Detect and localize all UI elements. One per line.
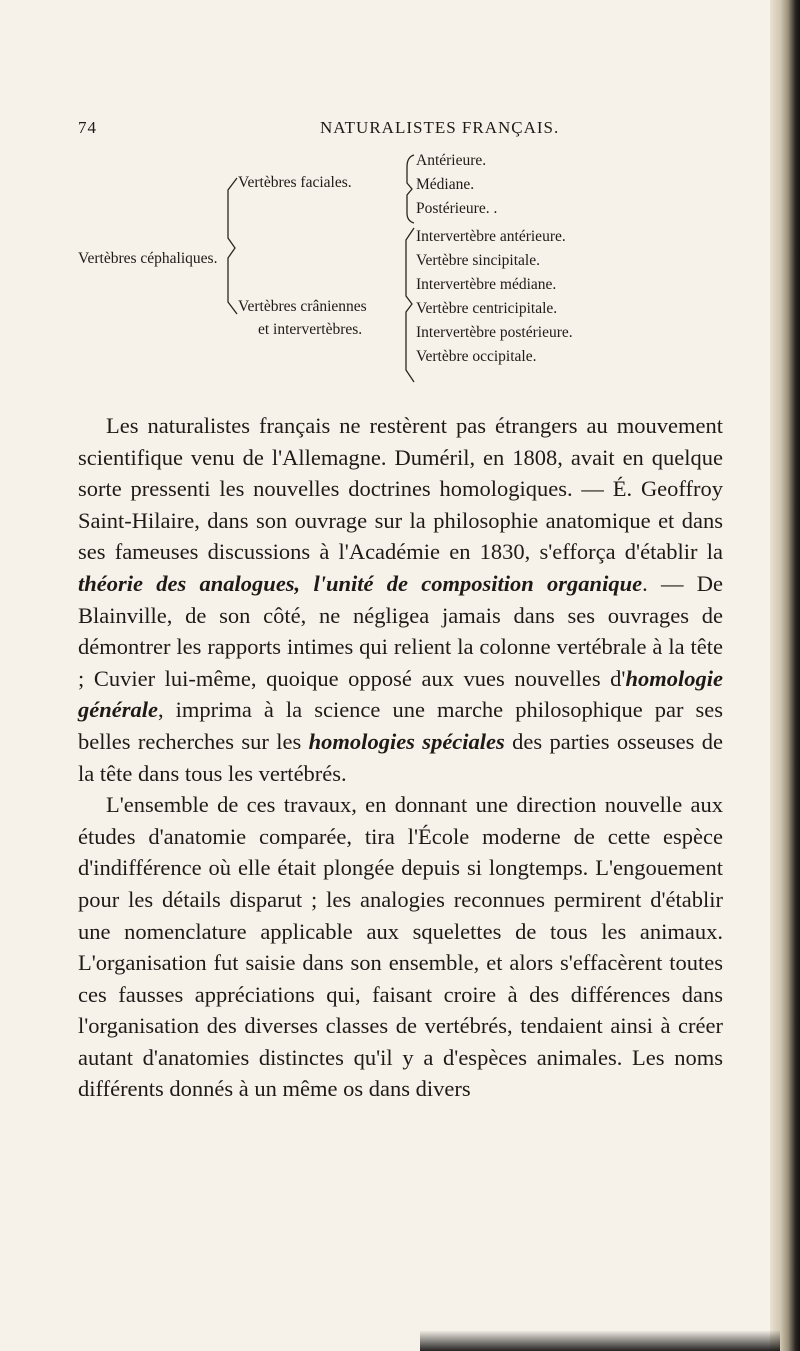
- craniennes-item: Vertèbre centricipitale.: [416, 300, 558, 317]
- italic-term: théorie des analogues, l'unité de composition organique: [78, 570, 643, 596]
- italic-term: homologie générale: [78, 665, 723, 723]
- craniennes-label-line2: et intervertèbres.: [258, 321, 363, 338]
- page-number: 74: [78, 118, 97, 137]
- craniennes-item: Vertèbre sincipitale.: [416, 252, 540, 269]
- paragraph-1-text: . — De Blainville, de son côté, ne négligea jamais dans ses ouvrages de démontrer les rapports intimes qui relient la colonne vertébrale à la tête ; Cuvier lui-même, quoique opposé aux vues nouvelles d': [78, 570, 723, 691]
- running-title: NATURALISTES FRANÇAIS.: [320, 118, 560, 137]
- body-text: [78, 410, 723, 1105]
- faciales-item: Antérieure.: [416, 152, 487, 169]
- craniennes-item: Intervertèbre médiane.: [416, 276, 557, 293]
- page-edge-shadow: [770, 0, 800, 1351]
- craniennes-label-line1: Vertèbres crâniennes: [238, 298, 367, 315]
- faciales-brace: [404, 153, 416, 225]
- craniennes-item: Vertèbre occipitale.: [416, 348, 537, 365]
- faciales-item: Médiane.: [416, 176, 475, 193]
- page-header: [0, 118, 770, 142]
- paragraph-1-text: , imprima à la science une marche philosophique par ses belles recherches sur les: [78, 697, 723, 754]
- faciales-item: Postérieure. .: [416, 200, 498, 217]
- italic-term: homologies spéciales: [308, 728, 505, 754]
- craniennes-brace: [402, 226, 416, 384]
- paragraph-1-text: Les naturalistes français ne restèrent pas étrangers au mouvement scientifique venu de l'Allemagne. Duméril, en 1808, avait en quelque sorte pressenti les nouvelles doctrines homologiques. — É. Geoffroy Saint-Hilaire, dans son ouvrage sur la philosophie anatomique et dans ses fameuses discussions à l'Académie en 1830, s'efforça d'établir la: [78, 413, 723, 565]
- faciales-label: Vertèbres faciales.: [238, 174, 352, 191]
- root-brace: [225, 176, 239, 316]
- root-label: Vertèbres céphaliques.: [78, 250, 218, 267]
- paragraph-2: L'ensemble de ces travaux, en donnant une direction nouvelle aux études d'anatomie comparée, tira l'École moderne de cette espèce d'indifférence où elle était plongée depuis si longtemps. L'engouement pour les détails disparut ; les analogies reconnues permirent d'établir une nomenclature applicable aux squelettes de tous les animaux. L'organisation fut saisie dans son ensemble, et alors s'effacèrent toutes ces fausses appréciations qui, faisant croire à des différences dans l'organisation des diverses classes de vertébrés, tendaient ainsi à créer autant d'anatomies distinctes qu'il y a d'espèces animales. Les noms différents donnés à un même os dans divers: [78, 792, 723, 1102]
- paragraph-1: [78, 410, 723, 789]
- craniennes-item: Intervertèbre antérieure.: [416, 228, 566, 245]
- craniennes-item: Intervertèbre postérieure.: [416, 324, 573, 341]
- paragraph-1-text: des parties osseuses de la tête dans tous les vertébrés.: [78, 728, 724, 786]
- page-bottom-shadow: [420, 1330, 780, 1351]
